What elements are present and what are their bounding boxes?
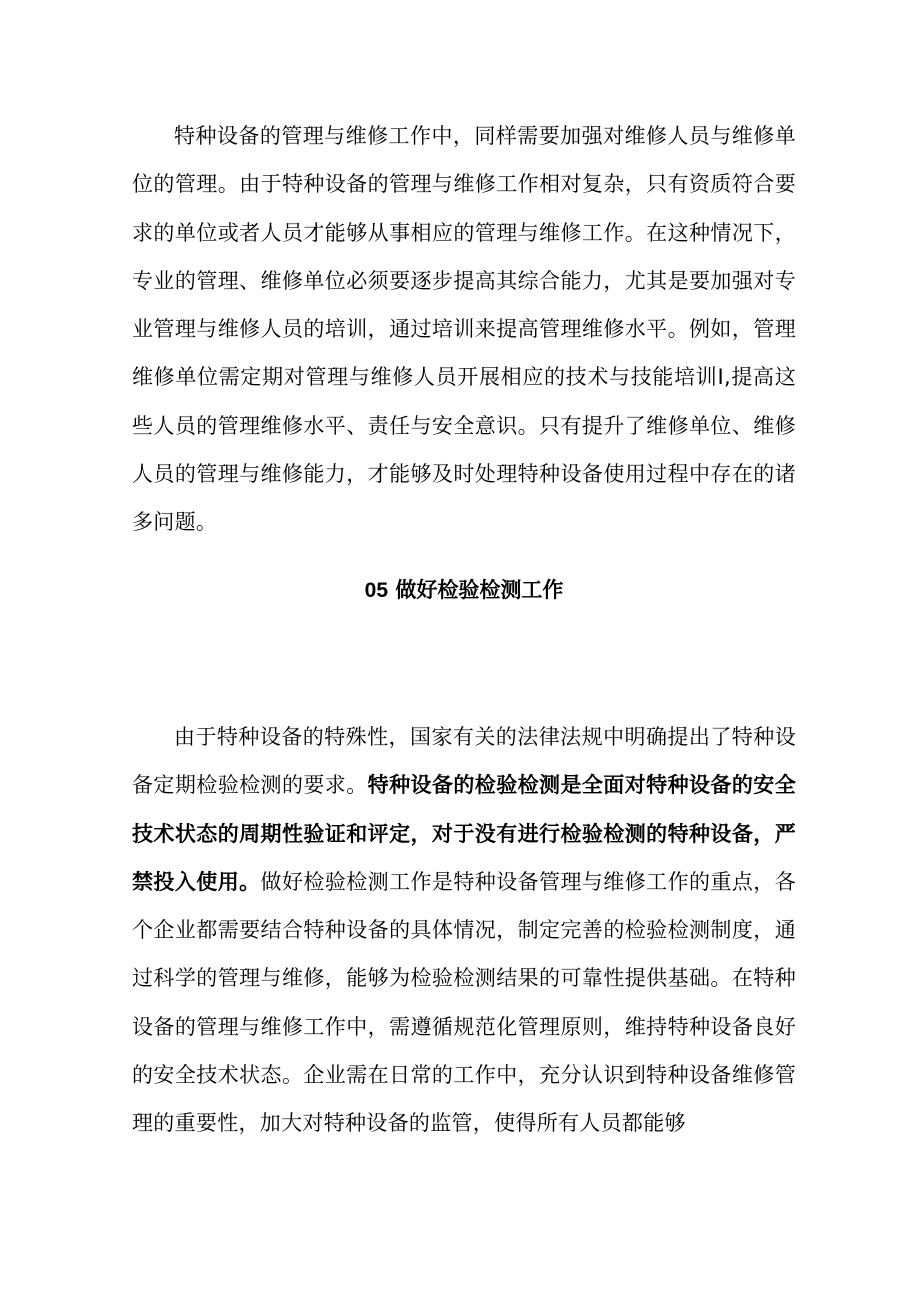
paragraph-personnel-management: 特种设备的管理与维修工作中，同样需要加强对维修人员与维修单位的管理。由于特种设备的管理与维修工作相对复杂，只有资质符合要求的单位或者人员才能够从事相应的管理与维修工作。在这种情况下，专业的管理、维修单位必须要逐步提高其综合能力，尤其是要加强对专业管理与维修人员的培训，通过培训来提高管理维修水平。例如，管理维修单位需定期对管理与维修人员开展相应的技术与技能培训I,提高这些人员的管理维修水平、责任与安全意识。只有提升了维修单位、维修人员的管理与维修能力，才能够及时处理特种设备使用过程中存在的诸多问题。 [132, 124, 796, 535]
paragraph-inspection [132, 713, 796, 1148]
paragraph-inspection-rest: 做好检验检测工作是特种设备管理与维修工作的重点，各个企业都需要结合特种设备的具体情况，制定完善的检验检测制度，通过科学的管理与维修，能够为检验检测结果的可靠性提供基础。在特种设备的管理与维修工作中，需遵循规范化管理原则，维持特种设备良好的安全技术状态。企业需在日常的工作中，充分认识到特种设备维修管理的重要性，加大对特种设备的监管，使得所有人员都能够 [132, 869, 796, 1136]
paragraph-inspection-emphasis: 特种设备的检验检测是全面对特种设备的安全技术状态的周期性验证和评定，对于没有进行检验检测的特种设备，严禁投入使用。 [132, 773, 796, 894]
section-number: 05 [364, 579, 389, 602]
paragraph-inspection-lead: 由于特种设备的特殊性，国家有关的法律法规中明确提出了特种设备定期检验检测的要求。 [132, 725, 796, 798]
section-title: 做好检验检测工作 [395, 578, 564, 602]
section-heading [132, 570, 796, 611]
